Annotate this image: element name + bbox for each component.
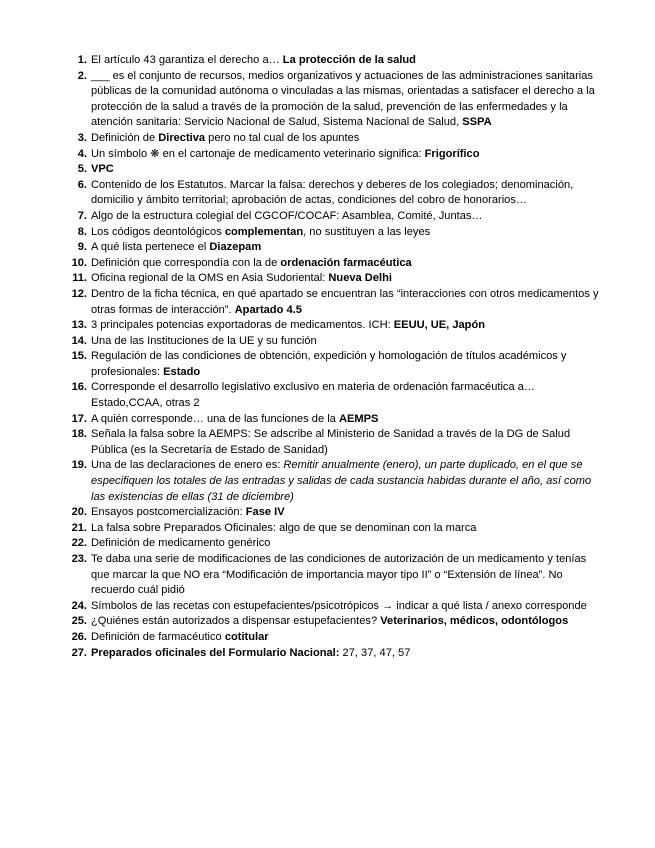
item-text: Regulación de las condiciones de obtención, expedición y homologación de títulos académicos y profesionales: — [91, 350, 567, 378]
item-text: Corresponde el desarrollo legislativo exclusivo en materia de ordenación farmacéutica a… Estado,CCAA, otras 2 — [91, 381, 535, 410]
italic-text: Remitir anualmente (enero), un parte duplicado, en el que se especifiquen los totales de las entradas y salidas de cada sustancia habidas durante el año, así como las existencias de ellas (31 de diciembre) — [91, 459, 592, 503]
item-text: Definición de farmacéutico — [91, 630, 225, 643]
item-number: 19. — [71, 459, 87, 472]
list-item — [69, 646, 604, 662]
item-number: 10. — [71, 256, 87, 269]
list-item — [69, 380, 604, 411]
item-number: 3. — [77, 131, 87, 144]
item-text: Ensayos postcomercialización: — [91, 506, 246, 519]
item-number: 11. — [72, 272, 87, 285]
bold-answer: Estado — [163, 365, 201, 378]
item-text: ___ es el conjunto de recursos, medios organizativos y actuaciones de las administraciones sanitarias públicas de la comunidad autónoma o vinculadas a las mismas, orientadas a satisfacer el derecho a la protección de la salud a través de la promoción de la salud, prevención de las enfermedades y la atención sanitaria: Servicio Nacional de Salud, Sistema Nacional de Salud, — [91, 69, 595, 129]
item-text: Señala la falsa sobre la AEMPS: Se adscribe al Ministerio de Sanidad a través de la DG de Salud Pública (es la Secretaría de Estado de Sanidad) — [91, 428, 571, 456]
list-item — [69, 552, 604, 599]
item-text: La falsa sobre Preparados Oficinales: algo de que se denominan con la marca — [91, 521, 477, 534]
item-number: 21. — [71, 521, 87, 534]
bold-answer: VPC — [91, 163, 114, 176]
bold-answer: Directiva — [158, 131, 206, 144]
item-text: 27, 37, 47, 57 — [339, 646, 411, 659]
list-item — [69, 630, 604, 646]
item-number: 8. — [77, 225, 87, 238]
item-text: Algo de la estructura colegial del CGCOF/COCAF: Asamblea, Comité, Juntas… — [91, 209, 483, 222]
item-number: 5. — [77, 163, 87, 176]
item-number: 13. — [71, 319, 87, 332]
bold-answer: Apartado 4.5 — [234, 303, 302, 316]
item-text: Dentro de la ficha técnica, en qué apartado se encuentran las “interacciones con otros medicamentos y otras formas de interacción”. — [91, 287, 599, 316]
item-number: 25. — [71, 615, 87, 628]
item-number: 24. — [71, 599, 87, 612]
item-text: Los códigos deontológicos — [91, 225, 225, 238]
bold-answer: cotitular — [224, 630, 269, 643]
list-item — [69, 287, 604, 318]
item-text: 3 principales potencias exportadoras de medicamentos. ICH: — [91, 319, 394, 332]
item-number: 1. — [77, 54, 87, 66]
item-number: 7. — [77, 209, 87, 222]
bold-answer: Nueva Delhi — [328, 272, 392, 285]
item-number: 26. — [71, 630, 87, 643]
item-text: El artículo 43 garantiza el derecho a… — [91, 54, 283, 66]
list-item — [69, 178, 604, 209]
list-item — [69, 256, 604, 272]
bold-answer: Preparados oficinales del Formulario Nacional: — [91, 646, 340, 659]
bold-answer: Veterinarios, médicos, odontólogos — [380, 615, 569, 628]
item-number: 17. — [71, 412, 87, 425]
bold-answer: complementan — [224, 225, 304, 238]
bold-answer: SSPA — [462, 116, 492, 129]
bold-answer: EEUU, UE, Japón — [393, 319, 486, 332]
list-item — [69, 458, 604, 505]
bold-answer: AEMPS — [338, 412, 379, 425]
item-number: 22. — [71, 537, 87, 550]
bold-answer: La protección de la salud — [282, 54, 416, 66]
item-text: , no sustituyen a las leyes — [303, 225, 431, 238]
list-item — [69, 147, 604, 163]
item-number: 2. — [77, 69, 87, 82]
item-number: 12. — [71, 287, 87, 300]
item-text: Una de las declaraciones de enero es: — [91, 459, 284, 472]
item-text: pero no tal cual de los apuntes — [205, 131, 360, 144]
bold-answer: Fase IV — [245, 506, 285, 519]
bold-answer: Frigorífico — [424, 147, 480, 160]
item-number: 15. — [71, 350, 87, 363]
item-text: A qué lista pertenece el — [91, 241, 210, 254]
item-text: Contenido de los Estatutos. Marcar la falsa: derechos y deberes de los colegiados; denominación, domicilio y ámbito territorial; aprobación de actas, condiciones del cobro de honorarios… — [91, 178, 574, 207]
list-item — [69, 225, 604, 241]
item-text: Definición de — [91, 131, 159, 144]
list-item — [69, 131, 604, 147]
item-text: A quién corresponde… una de las funciones de la — [91, 412, 339, 425]
list-item — [69, 536, 604, 552]
item-number: 4. — [77, 147, 87, 160]
bold-answer: ordenación farmacéutica — [280, 256, 412, 269]
list-item — [69, 349, 604, 380]
question-list — [69, 53, 604, 661]
list-item — [69, 427, 604, 458]
list-item — [69, 240, 604, 256]
bold-answer: Diazepam — [209, 241, 262, 254]
list-item — [69, 334, 604, 350]
list-item — [69, 614, 604, 630]
item-number: 20. — [71, 506, 87, 519]
list-item — [69, 521, 604, 537]
list-item — [69, 69, 604, 131]
list-item — [69, 209, 604, 225]
item-text: Te daba una serie de modificaciones de las condiciones de autorización de un medicamento y tenías que marcar la que NO era “Modificación de importancia mayor tipo II” o “Extensión de línea”. No recuerdo cuál pidió — [91, 553, 587, 597]
item-text: Símbolos de las recetas con estupefacientes/psicotrópicos → indicar a qué lista / anexo corresponde — [91, 599, 587, 612]
item-number: 9. — [77, 241, 87, 254]
item-number: 16. — [71, 381, 87, 394]
item-number: 27. — [71, 646, 87, 659]
item-text: ¿Quiénes están autorizados a dispensar estupefacientes? — [91, 615, 381, 628]
item-text: Oficina regional de la OMS en Asia Sudoriental: — [91, 272, 329, 285]
list-item — [69, 162, 604, 178]
list-item — [69, 412, 604, 428]
list-item — [69, 53, 604, 69]
item-number: 6. — [77, 178, 87, 191]
list-item — [69, 271, 604, 287]
list-item — [69, 599, 604, 615]
item-number: 23. — [71, 553, 87, 565]
list-item — [69, 505, 604, 521]
item-text: Definición que correspondía con la de — [91, 256, 281, 269]
item-number: 18. — [71, 428, 87, 441]
list-item — [69, 318, 604, 334]
item-number: 14. — [71, 334, 87, 347]
item-text: Una de las Instituciones de la UE y su función — [91, 334, 317, 347]
item-text: Un símbolo ❋ en el cartonaje de medicamento veterinario significa: — [91, 147, 425, 160]
item-text: Definición de medicamento genérico — [91, 537, 271, 550]
